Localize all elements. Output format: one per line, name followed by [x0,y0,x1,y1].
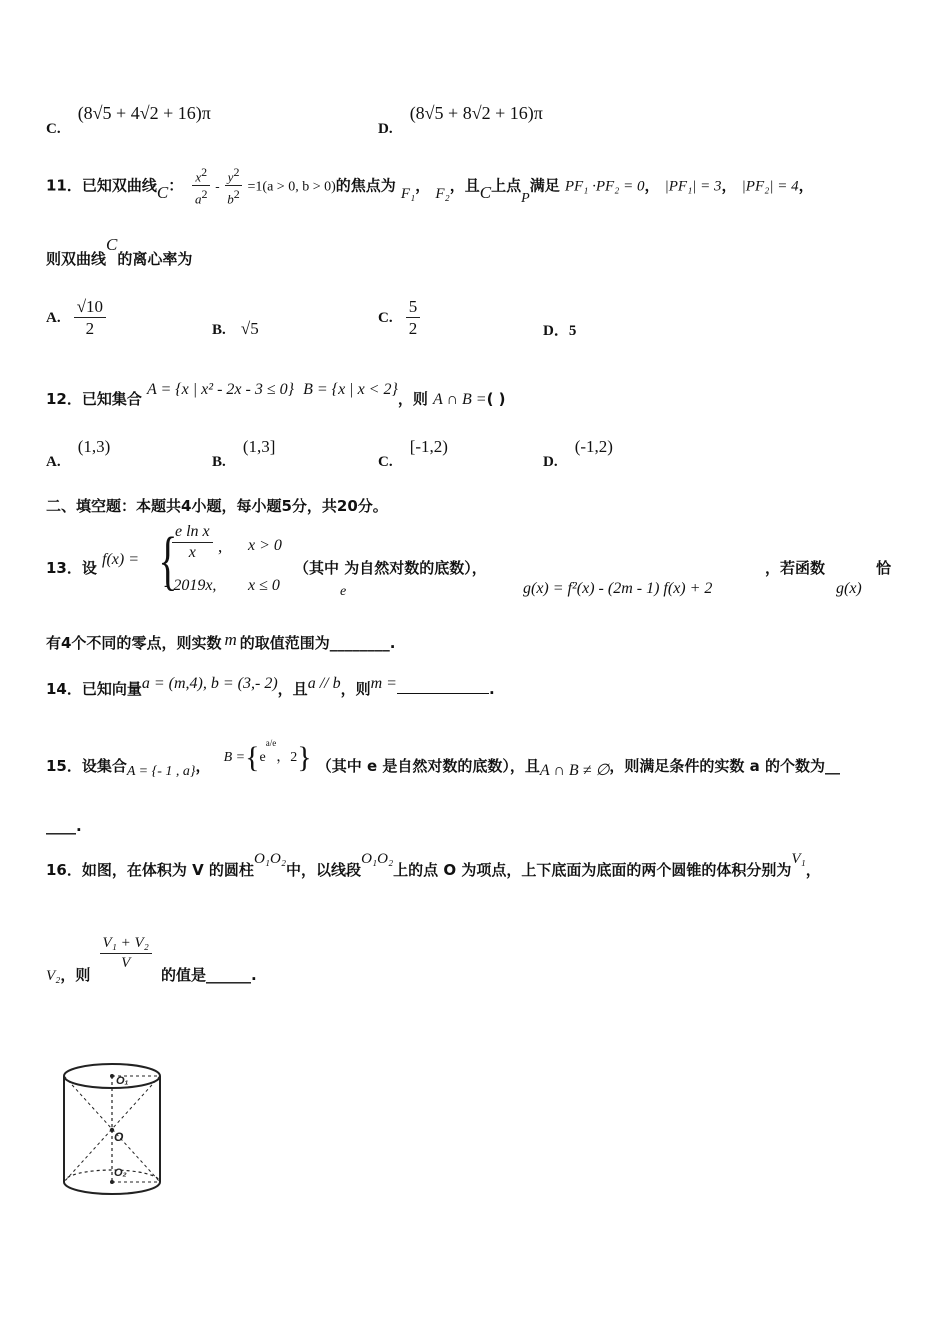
point-o1 [110,1074,114,1078]
option-value: √5 [240,319,259,338]
q13-text-end: ，若函数 [765,559,826,577]
q11-line2-text: 则双曲线 [46,250,107,268]
comma: ， [195,757,211,776]
q13-line2-text: 有4个不同的零点，则实数 [46,634,222,652]
focus-f1: F₁ [400,186,416,203]
option-label: B. [212,322,226,338]
answer-paren: ( ) [486,390,506,408]
question-number: 16．如图，在体积为 V 的圆柱 [46,861,254,879]
segment-o1o2: O₁O₂ [253,851,287,867]
q11-line2 [46,235,193,268]
option-value [74,298,106,337]
q11-option-c [378,298,420,337]
hyperbola-y-term: $\frac{y^2}{b^2}$ [225,166,243,206]
segment-o1o2-2: O₁O₂ [361,851,394,867]
label-o2: O₂ [114,1167,127,1179]
q12-text: 已知集合 [81,390,142,408]
var-c2: C [479,183,492,203]
option-expr: (8√5 + 8√2 + 16)π [409,103,543,123]
q12-stem [46,381,506,408]
function-f: f(x) = [102,551,139,568]
option-label: D. [543,454,558,470]
option-expr: (8√5 + 4√2 + 16)π [77,103,211,123]
q11-text-c: ，且 [449,176,480,195]
q11-option-a [46,298,106,337]
case2-condition: x ≤ 0 [248,577,280,594]
q12-text-end: ，则 [397,390,428,408]
q16-line2 [46,935,257,984]
q14-stem [46,675,495,698]
point-o2 [110,1180,114,1184]
q11-text-e: 满足 [529,176,560,195]
cylinder-figure [50,1056,180,1206]
q13-line2 [46,630,396,652]
period: . [488,680,495,698]
frac-denominator: x [188,544,196,561]
frac-numerator: 5 [406,298,421,318]
option-label: C. [46,121,61,137]
set-a: A = {x | x² - 2x - 3 ≤ 0} [146,381,294,398]
option-label: D．5 [543,323,577,339]
function-g: g(x) [836,580,862,597]
set-b: $B =\{e^{a/e}$，2} [223,737,312,774]
set-b-two: ，2 [276,750,298,766]
q11-text-a: 已知双曲线 [81,176,157,195]
q16-text-c: 上的点 O 为项点，上下底面为底面的两个圆锥的体积分别为 [393,861,792,879]
pf1-length: |PF₁| = 3 [664,178,722,195]
option-label: B. [212,454,226,470]
function-g-def: g(x) = f²(x) - (2m - 1) f(x) + 2 [523,580,713,597]
q11-stem: 11．已知双曲线C： $\frac{x^2}{a^2}$ - $\frac{y^2}{b^2}$ =1(a > 0, b > 0)的焦点为 F₁， F₂，且C上点P满足 PF₁ ·PF₂ = 0， |PF₁| = 3， |PF₂| = 4， [46,165,814,207]
intersection-expr: A ∩ B = [432,391,487,408]
volume-v2: V₂ [46,968,61,984]
vector-expr: a = (m,4), b = (3,- 2) [141,675,278,692]
q11-colon: ： [168,176,184,195]
q13-note: （其中 为自然对数的底数）， [294,559,487,577]
q13-line2-end: 的取值范围为________. [239,634,396,652]
volume-v1: V₁ [791,851,806,867]
q15-line2: ____. [46,817,82,835]
q12-option-c [378,437,448,470]
intersection-condition: A ∩ B ≠ ∅ [539,762,610,780]
q15-stem [46,737,840,780]
set-b-e: e [259,750,266,766]
option-label: D. [378,121,393,137]
var-e: e [340,584,347,599]
piecewise-brace: { [158,524,178,597]
q14-text-b: ，且 [277,680,308,698]
hyperbola-x-term: $\frac{x^2}{a^2}$ [192,166,210,206]
q11-text-b: 的焦点为 [335,176,396,195]
pf2-length: |PF₂| = 4 [741,178,799,195]
option-value: (1,3] [242,437,276,456]
q16-stem [46,850,821,879]
comma: ， [415,176,431,195]
option-label: C. [378,454,393,470]
case2-expr: - 2019x, [164,577,217,594]
q10-option-c [46,103,211,137]
volume-ratio [100,936,152,971]
frac-numerator: √10 [74,298,106,318]
q11-line2-end: 的离心率为 [117,250,193,268]
m-equals: m = [370,675,397,692]
case1-condition: x > 0 [248,537,282,554]
q16-text-e: 的值是______. [160,966,257,984]
set-b: B = {x | x < 2} [303,381,398,398]
option-label: C. [378,310,393,326]
frac-numerator: e ln x [172,524,213,543]
question-number: 12． [46,390,82,408]
set-a: A = {- 1 , a} [126,764,196,780]
option-label: A. [46,454,61,470]
hyperbola-condition: =1(a > 0, b > 0) [247,179,336,195]
option-value: (-1,2) [574,437,613,456]
frac-denominator: 2 [85,319,95,338]
q11-text-d: 上点 [491,176,522,195]
focus-f2: F₂ [435,186,450,203]
q11-option-b [212,320,259,338]
q12-option-b [212,437,276,470]
q16-text-d: ，则 [60,966,91,984]
q14-text-c: ，则 [340,680,371,698]
set-b-exponent: a/e [265,737,277,748]
option-value: [-1,2) [409,437,448,456]
question-number: 15．设集合 [46,757,127,776]
label-o1: O₁ [116,1075,129,1087]
question-number: 14．已知向量 [46,680,142,698]
question-number: 11． [46,176,82,195]
frac-numerator: V₁ + V₂ [100,936,152,954]
q13-qia: 恰 [876,559,892,577]
q15-text-end: ，则满足条件的实数 a 的个数为__ [609,757,840,776]
option-label: A. [46,310,61,326]
q11-option-d [543,322,576,339]
q15-text: （其中 e 是自然对数的底数），且 [316,757,540,776]
q16-text-b: 中，以线段 [286,861,362,879]
frac-denominator: 2 [408,319,418,338]
var-c: C [156,183,169,203]
var-p: P [521,191,530,207]
parallel-condition: a // b [307,675,341,692]
set-b-prefix: B = [223,750,246,766]
section-heading: 二、填空题：本题共4小题，每小题5分，共20分。 [46,497,388,515]
answer-blank[interactable] [397,693,489,694]
q10-option-d [378,103,543,137]
label-o: O [114,1130,124,1144]
frac-denominator: V [121,955,131,971]
q13-number: 13．设 [46,559,97,577]
case1-fraction [172,524,213,561]
q12-option-a [46,437,111,470]
q12-option-d [543,437,613,470]
var-m: m [224,630,237,649]
option-value [406,298,421,337]
option-value: (1,3) [77,437,111,456]
var-c3: C [106,235,118,254]
comma: ， [805,861,821,879]
dot-product-condition: PF₁ ·PF₂ = 0 [564,178,645,195]
